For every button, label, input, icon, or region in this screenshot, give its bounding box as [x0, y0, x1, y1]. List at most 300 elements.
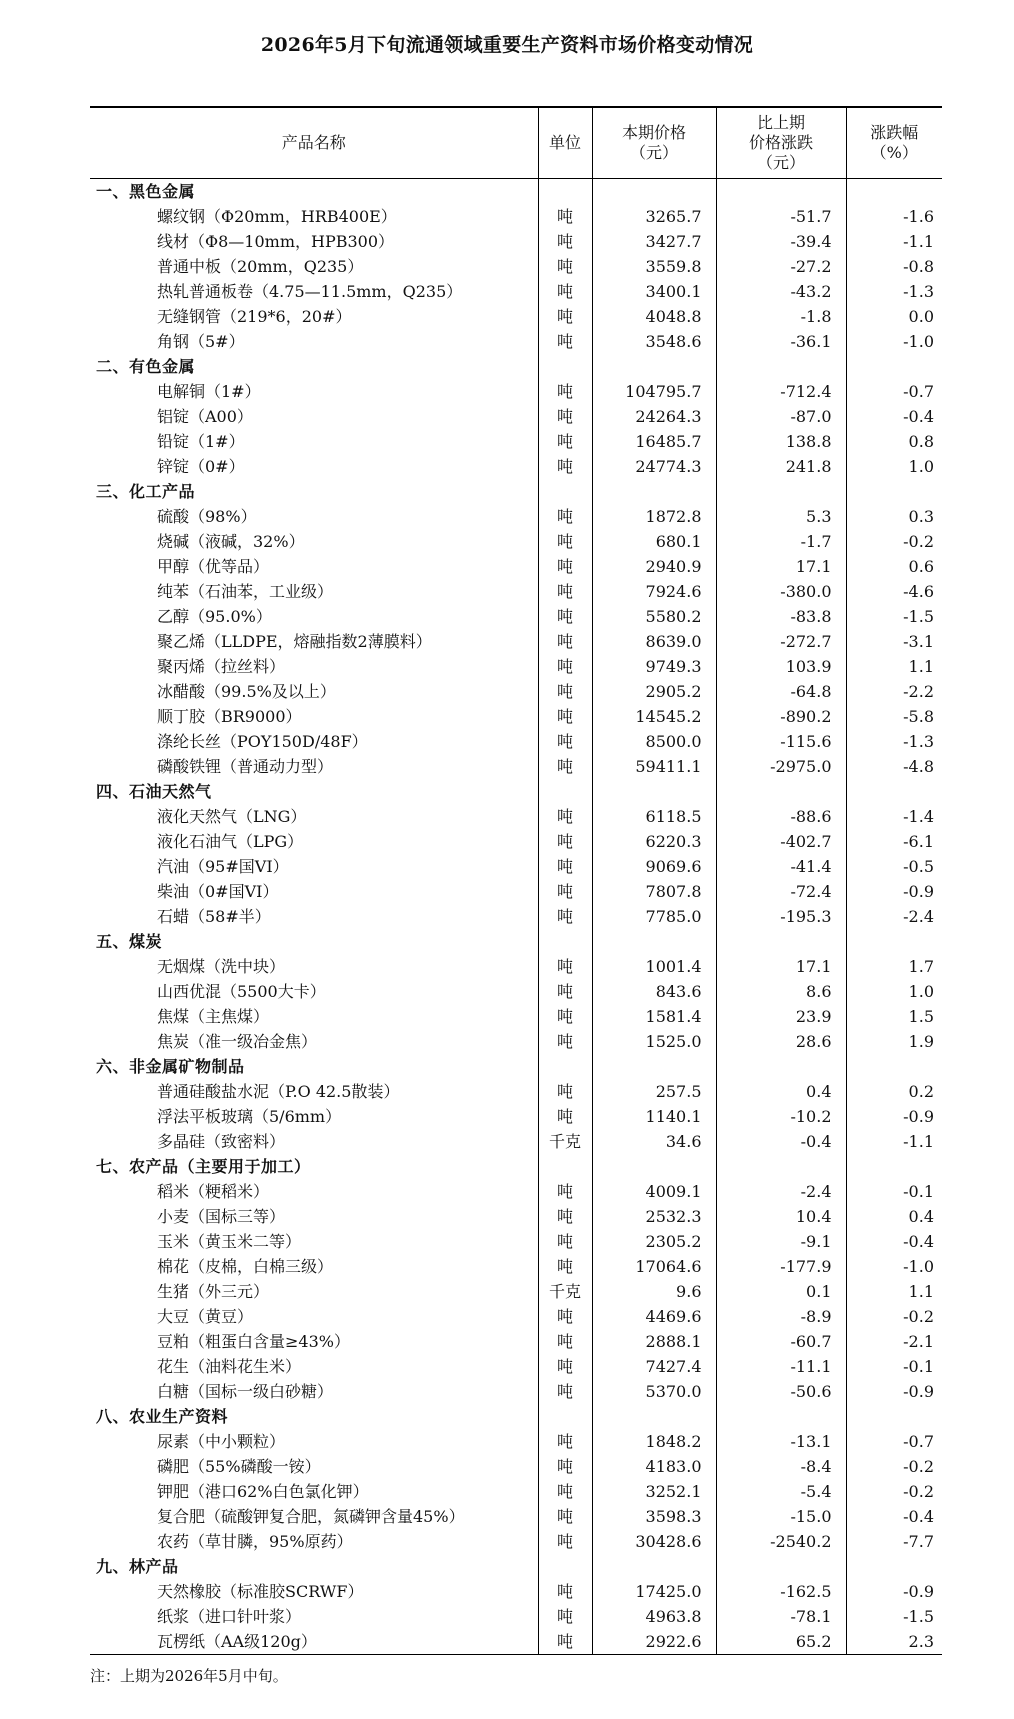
change-percent-cell: 1.0 — [846, 979, 942, 1004]
price-cell: 1581.4 — [592, 1004, 716, 1029]
price-cell: 4048.8 — [592, 304, 716, 329]
empty-cell — [538, 779, 592, 804]
table-row — [90, 454, 942, 479]
price-cell: 4963.8 — [592, 1604, 716, 1629]
change-percent-cell: -0.5 — [846, 854, 942, 879]
unit-cell: 吨 — [538, 1579, 592, 1604]
table-row — [90, 1354, 942, 1379]
price-cell: 34.6 — [592, 1129, 716, 1154]
product-name-cell: 复合肥（硫酸钾复合肥，氮磷钾含量45%） — [157, 1506, 465, 1526]
unit-cell: 吨 — [538, 229, 592, 254]
price-change-cell: -402.7 — [716, 829, 846, 854]
unit-cell: 吨 — [538, 1179, 592, 1204]
empty-cell — [716, 1404, 846, 1429]
unit-cell: 吨 — [538, 754, 592, 779]
product-name-cell: 磷肥（55%磷酸一铵） — [157, 1456, 321, 1476]
product-name-cell: 聚乙烯（LLDPE，熔融指数2薄膜料） — [157, 631, 432, 651]
change-percent-cell: 0.8 — [846, 429, 942, 454]
table-row — [90, 254, 942, 279]
price-change-cell: -1.7 — [716, 529, 846, 554]
unit-cell: 吨 — [538, 579, 592, 604]
table-row — [90, 1379, 942, 1404]
unit-cell: 吨 — [538, 1429, 592, 1454]
price-cell: 6220.3 — [592, 829, 716, 854]
category-name: 九、林产品 — [96, 1556, 179, 1576]
price-change-cell: -115.6 — [716, 729, 846, 754]
table-row — [90, 654, 942, 679]
price-cell: 1525.0 — [592, 1029, 716, 1054]
unit-cell: 吨 — [538, 254, 592, 279]
change-percent-cell: 1.7 — [846, 954, 942, 979]
change-percent-cell: -0.7 — [846, 379, 942, 404]
price-change-cell: -51.7 — [716, 204, 846, 229]
table-row — [90, 554, 942, 579]
price-change-cell: 65.2 — [716, 1629, 846, 1655]
change-percent-cell: -1.5 — [846, 1604, 942, 1629]
price-change-cell: -9.1 — [716, 1229, 846, 1254]
product-name-cell: 热轧普通板卷（4.75—11.5mm，Q235） — [157, 281, 463, 301]
change-percent-cell: -3.1 — [846, 629, 942, 654]
table-row — [90, 1129, 942, 1154]
price-change-cell: -11.1 — [716, 1354, 846, 1379]
price-change-cell: 0.4 — [716, 1079, 846, 1104]
category-row — [90, 1554, 942, 1579]
price-cell: 1001.4 — [592, 954, 716, 979]
product-name-cell: 纯苯（石油苯，工业级） — [157, 581, 334, 601]
price-cell: 9069.6 — [592, 854, 716, 879]
product-name-cell: 玉米（黄玉米二等） — [157, 1231, 302, 1251]
product-name-cell: 聚丙烯（拉丝料） — [157, 656, 286, 676]
price-cell: 30428.6 — [592, 1529, 716, 1554]
header-current-price-line2: （元） — [629, 142, 678, 162]
price-cell: 2940.9 — [592, 554, 716, 579]
product-name-cell: 纸浆（进口针叶浆） — [157, 1606, 302, 1626]
unit-cell: 吨 — [538, 654, 592, 679]
table-row — [90, 1504, 942, 1529]
empty-cell — [716, 178, 846, 204]
product-name-cell: 柴油（0#国VI） — [157, 881, 279, 901]
unit-cell: 吨 — [538, 1504, 592, 1529]
price-change-cell: -41.4 — [716, 854, 846, 879]
unit-cell: 吨 — [538, 1604, 592, 1629]
unit-cell: 吨 — [538, 1354, 592, 1379]
price-change-cell: -712.4 — [716, 379, 846, 404]
price-change-cell: 23.9 — [716, 1004, 846, 1029]
product-name-cell: 浮法平板玻璃（5/6mm） — [157, 1106, 342, 1126]
price-cell: 104795.7 — [592, 379, 716, 404]
table-row — [90, 1104, 942, 1129]
price-change-cell: -5.4 — [716, 1479, 846, 1504]
price-change-cell: -72.4 — [716, 879, 846, 904]
unit-cell: 吨 — [538, 1329, 592, 1354]
price-table — [90, 106, 942, 1655]
price-change-cell: 241.8 — [716, 454, 846, 479]
product-name-cell: 焦煤（主焦煤） — [157, 1006, 270, 1026]
unit-cell: 吨 — [538, 554, 592, 579]
product-name-cell: 山西优混（5500大卡） — [157, 981, 326, 1001]
change-percent-cell: -2.1 — [846, 1329, 942, 1354]
change-percent-cell: -0.4 — [846, 1229, 942, 1254]
price-cell: 7427.4 — [592, 1354, 716, 1379]
price-change-cell: -8.9 — [716, 1304, 846, 1329]
product-name-cell: 角钢（5#） — [157, 331, 245, 351]
price-cell: 24264.3 — [592, 404, 716, 429]
unit-cell: 吨 — [538, 1004, 592, 1029]
product-name-cell: 甲醇（优等品） — [157, 556, 270, 576]
unit-cell: 吨 — [538, 729, 592, 754]
price-cell: 9749.3 — [592, 654, 716, 679]
change-percent-cell: 1.9 — [846, 1029, 942, 1054]
change-percent-cell: -1.4 — [846, 804, 942, 829]
change-percent-cell: -0.2 — [846, 1304, 942, 1329]
product-name-cell: 普通硅酸盐水泥（P.O 42.5散装） — [157, 1081, 400, 1101]
product-name-cell: 瓦楞纸（AA级120g） — [90, 1629, 538, 1655]
price-change-cell: -87.0 — [716, 404, 846, 429]
price-change-cell: 28.6 — [716, 1029, 846, 1054]
price-cell: 3598.3 — [592, 1504, 716, 1529]
empty-cell — [538, 1404, 592, 1429]
price-cell: 3400.1 — [592, 279, 716, 304]
table-row — [90, 1079, 942, 1104]
change-percent-cell: -0.7 — [846, 1429, 942, 1454]
price-change-cell: -13.1 — [716, 1429, 846, 1454]
price-cell: 7924.6 — [592, 579, 716, 604]
price-change-cell: 138.8 — [716, 429, 846, 454]
product-name-cell: 豆粕（粗蛋白含量≥43%） — [157, 1331, 350, 1351]
empty-cell — [538, 1554, 592, 1579]
product-name-cell: 汽油（95#国VI） — [157, 856, 289, 876]
table-row — [90, 829, 942, 854]
change-percent-cell: -1.0 — [846, 329, 942, 354]
price-change-cell: 8.6 — [716, 979, 846, 1004]
price-cell: 2922.6 — [592, 1629, 716, 1655]
price-cell: 4183.0 — [592, 1454, 716, 1479]
price-cell: 14545.2 — [592, 704, 716, 729]
change-percent-cell: -0.8 — [846, 254, 942, 279]
change-percent-cell: 1.0 — [846, 454, 942, 479]
empty-cell — [716, 354, 846, 379]
change-percent-cell: -2.2 — [846, 679, 942, 704]
unit-cell: 吨 — [538, 1254, 592, 1279]
empty-cell — [846, 1154, 942, 1179]
price-cell: 2888.1 — [592, 1329, 716, 1354]
empty-cell — [846, 354, 942, 379]
change-percent-cell: -0.4 — [846, 404, 942, 429]
table-row — [90, 279, 942, 304]
price-change-cell: 103.9 — [716, 654, 846, 679]
unit-cell: 吨 — [538, 829, 592, 854]
table-row — [90, 529, 942, 554]
header-product-name: 产品名称 — [90, 107, 538, 178]
change-percent-cell: -4.6 — [846, 579, 942, 604]
unit-cell: 千克 — [538, 1129, 592, 1154]
table-row — [90, 329, 942, 354]
unit-cell: 吨 — [538, 1204, 592, 1229]
change-percent-cell: -0.2 — [846, 1454, 942, 1479]
category-name: 五、煤炭 — [96, 931, 163, 951]
price-change-cell: -39.4 — [716, 229, 846, 254]
price-cell: 3252.1 — [592, 1479, 716, 1504]
unit-cell: 吨 — [538, 1079, 592, 1104]
price-change-cell: -78.1 — [716, 1604, 846, 1629]
empty-cell — [592, 779, 716, 804]
change-percent-cell: -1.1 — [846, 1129, 942, 1154]
price-change-cell: -162.5 — [716, 1579, 846, 1604]
empty-cell — [592, 929, 716, 954]
price-cell: 8500.0 — [592, 729, 716, 754]
price-change-cell: -50.6 — [716, 1379, 846, 1404]
category-row — [90, 1404, 942, 1429]
unit-cell: 吨 — [538, 429, 592, 454]
product-name-cell: 磷酸铁锂（普通动力型） — [157, 756, 334, 776]
table-row — [90, 704, 942, 729]
empty-cell — [538, 354, 592, 379]
table-row — [90, 629, 942, 654]
table-row — [90, 1179, 942, 1204]
change-percent-cell: -4.8 — [846, 754, 942, 779]
price-cell: 3559.8 — [592, 254, 716, 279]
category-name: 三、化工产品 — [96, 481, 196, 501]
change-percent-cell: 0.4 — [846, 1204, 942, 1229]
price-cell: 843.6 — [592, 979, 716, 1004]
product-name-cell: 钾肥（港口62%白色氯化钾） — [157, 1481, 369, 1501]
product-name-cell: 石蜡（58#半） — [157, 906, 271, 926]
price-change-cell: 5.3 — [716, 504, 846, 529]
product-name-cell: 花生（油料花生米） — [157, 1356, 302, 1376]
category-row — [90, 354, 942, 379]
unit-cell: 吨 — [538, 329, 592, 354]
price-cell: 6118.5 — [592, 804, 716, 829]
unit-cell: 吨 — [538, 804, 592, 829]
change-percent-cell: 1.1 — [846, 1279, 942, 1304]
price-cell: 1872.8 — [592, 504, 716, 529]
unit-cell: 吨 — [538, 879, 592, 904]
table-row — [90, 204, 942, 229]
header-current-price-line1: 本期价格 — [621, 122, 686, 142]
header-price-change-line2: 价格涨跌 — [748, 132, 813, 152]
product-name-cell: 冰醋酸（99.5%及以上） — [157, 681, 336, 701]
unit-cell: 吨 — [538, 604, 592, 629]
price-change-cell: -43.2 — [716, 279, 846, 304]
price-change-cell: -380.0 — [716, 579, 846, 604]
table-row — [90, 1629, 942, 1655]
price-change-cell: 0.1 — [716, 1279, 846, 1304]
table-row — [90, 854, 942, 879]
table-row — [90, 1029, 942, 1054]
price-change-cell: -890.2 — [716, 704, 846, 729]
unit-cell: 吨 — [538, 704, 592, 729]
empty-cell — [538, 479, 592, 504]
unit-cell: 吨 — [538, 404, 592, 429]
table-row — [90, 379, 942, 404]
table-row — [90, 904, 942, 929]
table-row — [90, 429, 942, 454]
price-cell: 3427.7 — [592, 229, 716, 254]
unit-cell: 吨 — [538, 854, 592, 879]
product-name-cell: 普通中板（20mm，Q235） — [157, 256, 364, 276]
empty-cell — [846, 929, 942, 954]
price-change-cell: -195.3 — [716, 904, 846, 929]
unit-cell: 吨 — [538, 1304, 592, 1329]
price-cell: 2532.3 — [592, 1204, 716, 1229]
product-name-cell: 无烟煤（洗中块） — [157, 956, 286, 976]
empty-cell — [716, 479, 846, 504]
header-price-change-line3: （元） — [756, 152, 805, 172]
price-cell: 2905.2 — [592, 679, 716, 704]
category-name: 八、农业生产资料 — [96, 1406, 229, 1426]
empty-cell — [846, 1054, 942, 1079]
change-percent-cell: -1.0 — [846, 1254, 942, 1279]
empty-cell — [592, 354, 716, 379]
category-name: 六、非金属矿物制品 — [96, 1056, 245, 1076]
table-row — [90, 304, 942, 329]
footnote: 注：上期为2026年5月中旬。 — [90, 1667, 288, 1685]
change-percent-cell: 1.1 — [846, 654, 942, 679]
product-name-cell: 天然橡胶（标准胶SCRWF） — [157, 1581, 364, 1601]
table-row — [90, 1004, 942, 1029]
product-name-cell: 铝锭（A00） — [157, 406, 253, 426]
product-name-cell: 农药（草甘膦，95%原药） — [157, 1531, 353, 1551]
price-change-cell: 10.4 — [716, 1204, 846, 1229]
price-change-cell: -15.0 — [716, 1504, 846, 1529]
change-percent-cell: -1.1 — [846, 229, 942, 254]
price-change-cell: -1.8 — [716, 304, 846, 329]
change-percent-cell: 0.6 — [846, 554, 942, 579]
price-change-cell: -60.7 — [716, 1329, 846, 1354]
page-title: 2026年5月下旬流通领域重要生产资料市场价格变动情况 — [260, 34, 754, 56]
table-row — [90, 1529, 942, 1554]
change-percent-cell: -0.9 — [846, 1379, 942, 1404]
table-row — [90, 1304, 942, 1329]
price-cell: 5370.0 — [592, 1379, 716, 1404]
price-change-cell: -27.2 — [716, 254, 846, 279]
price-cell: 680.1 — [592, 529, 716, 554]
price-change-cell: -2540.2 — [716, 1529, 846, 1554]
price-change-cell: -64.8 — [716, 679, 846, 704]
price-cell: 59411.1 — [592, 754, 716, 779]
change-percent-cell: -7.7 — [846, 1529, 942, 1554]
table-row — [90, 1279, 942, 1304]
empty-cell — [592, 479, 716, 504]
category-row — [90, 479, 942, 504]
empty-cell — [592, 1154, 716, 1179]
price-change-cell: -83.8 — [716, 604, 846, 629]
category-row — [90, 929, 942, 954]
price-cell: 5580.2 — [592, 604, 716, 629]
change-percent-cell: -0.2 — [846, 529, 942, 554]
change-percent-cell: -0.9 — [846, 1579, 942, 1604]
empty-cell — [716, 929, 846, 954]
table-row — [90, 1479, 942, 1504]
table-row — [90, 804, 942, 829]
price-change-cell: -10.2 — [716, 1104, 846, 1129]
table-row — [90, 1329, 942, 1354]
price-cell: 9.6 — [592, 1279, 716, 1304]
price-change-cell: -2975.0 — [716, 754, 846, 779]
header-change-percent — [846, 107, 942, 178]
product-name-cell: 尿素（中小颗粒） — [157, 1431, 286, 1451]
price-cell: 4009.1 — [592, 1179, 716, 1204]
change-percent-cell: 0.0 — [846, 304, 942, 329]
table-row — [90, 729, 942, 754]
unit-cell: 吨 — [538, 979, 592, 1004]
price-cell: 16485.7 — [592, 429, 716, 454]
price-cell: 24774.3 — [592, 454, 716, 479]
unit-cell: 吨 — [538, 1529, 592, 1554]
category-row — [90, 178, 942, 204]
price-change-cell: -177.9 — [716, 1254, 846, 1279]
product-name-cell: 线材（Φ8—10mm，HPB300） — [157, 231, 395, 251]
unit-cell: 吨 — [538, 1379, 592, 1404]
empty-cell — [538, 178, 592, 204]
category-row — [90, 1054, 942, 1079]
unit-cell: 吨 — [538, 629, 592, 654]
unit-cell: 吨 — [538, 204, 592, 229]
product-name-cell: 乙醇（95.0%） — [157, 606, 272, 626]
product-name-cell: 生猪（外三元） — [157, 1281, 270, 1301]
price-cell: 3548.6 — [592, 329, 716, 354]
price-change-cell: -36.1 — [716, 329, 846, 354]
change-percent-cell: 0.3 — [846, 504, 942, 529]
price-change-cell: -272.7 — [716, 629, 846, 654]
table-row — [90, 1429, 942, 1454]
product-name-cell: 小麦（国标三等） — [157, 1206, 286, 1226]
table-body — [90, 178, 942, 1654]
unit-cell: 吨 — [538, 529, 592, 554]
change-percent-cell: -1.5 — [846, 604, 942, 629]
table-row — [90, 1604, 942, 1629]
category-name: 七、农产品（主要用于加工） — [96, 1156, 311, 1176]
empty-cell — [592, 1054, 716, 1079]
unit-cell: 吨 — [538, 379, 592, 404]
price-cell: 7807.8 — [592, 879, 716, 904]
table-row — [90, 229, 942, 254]
change-percent-cell: 1.5 — [846, 1004, 942, 1029]
empty-cell — [846, 779, 942, 804]
empty-cell — [716, 1554, 846, 1579]
header-change-percent-line1: 涨跌幅 — [870, 122, 919, 142]
unit-cell: 千克 — [538, 1279, 592, 1304]
unit-cell: 吨 — [538, 279, 592, 304]
change-percent-cell: -0.9 — [846, 879, 942, 904]
table-row — [90, 1454, 942, 1479]
price-cell: 4469.6 — [592, 1304, 716, 1329]
table-row — [90, 679, 942, 704]
product-name-cell: 大豆（黄豆） — [157, 1306, 254, 1326]
category-row — [90, 1154, 942, 1179]
table-header — [90, 107, 942, 178]
product-name-cell: 锌锭（0#） — [157, 456, 245, 476]
empty-cell — [538, 929, 592, 954]
product-name-cell: 无缝钢管（219*6，20#） — [157, 306, 352, 326]
product-name-cell: 烧碱（液碱，32%） — [157, 531, 305, 551]
change-percent-cell: -1.3 — [846, 279, 942, 304]
product-name-cell: 涤纶长丝（POY150D/48F） — [157, 731, 368, 751]
table-row — [90, 754, 942, 779]
table-row — [90, 1579, 942, 1604]
change-percent-cell: -0.9 — [846, 1104, 942, 1129]
product-name-cell: 液化天然气（LNG） — [157, 806, 307, 826]
empty-cell — [592, 1404, 716, 1429]
price-change-cell: -88.6 — [716, 804, 846, 829]
table-row — [90, 1204, 942, 1229]
product-name-cell: 稻米（粳稻米） — [157, 1181, 270, 1201]
empty-cell — [538, 1154, 592, 1179]
change-percent-cell: -0.4 — [846, 1504, 942, 1529]
table-row — [90, 604, 942, 629]
unit-cell: 吨 — [538, 1479, 592, 1504]
change-percent-cell: -2.4 — [846, 904, 942, 929]
